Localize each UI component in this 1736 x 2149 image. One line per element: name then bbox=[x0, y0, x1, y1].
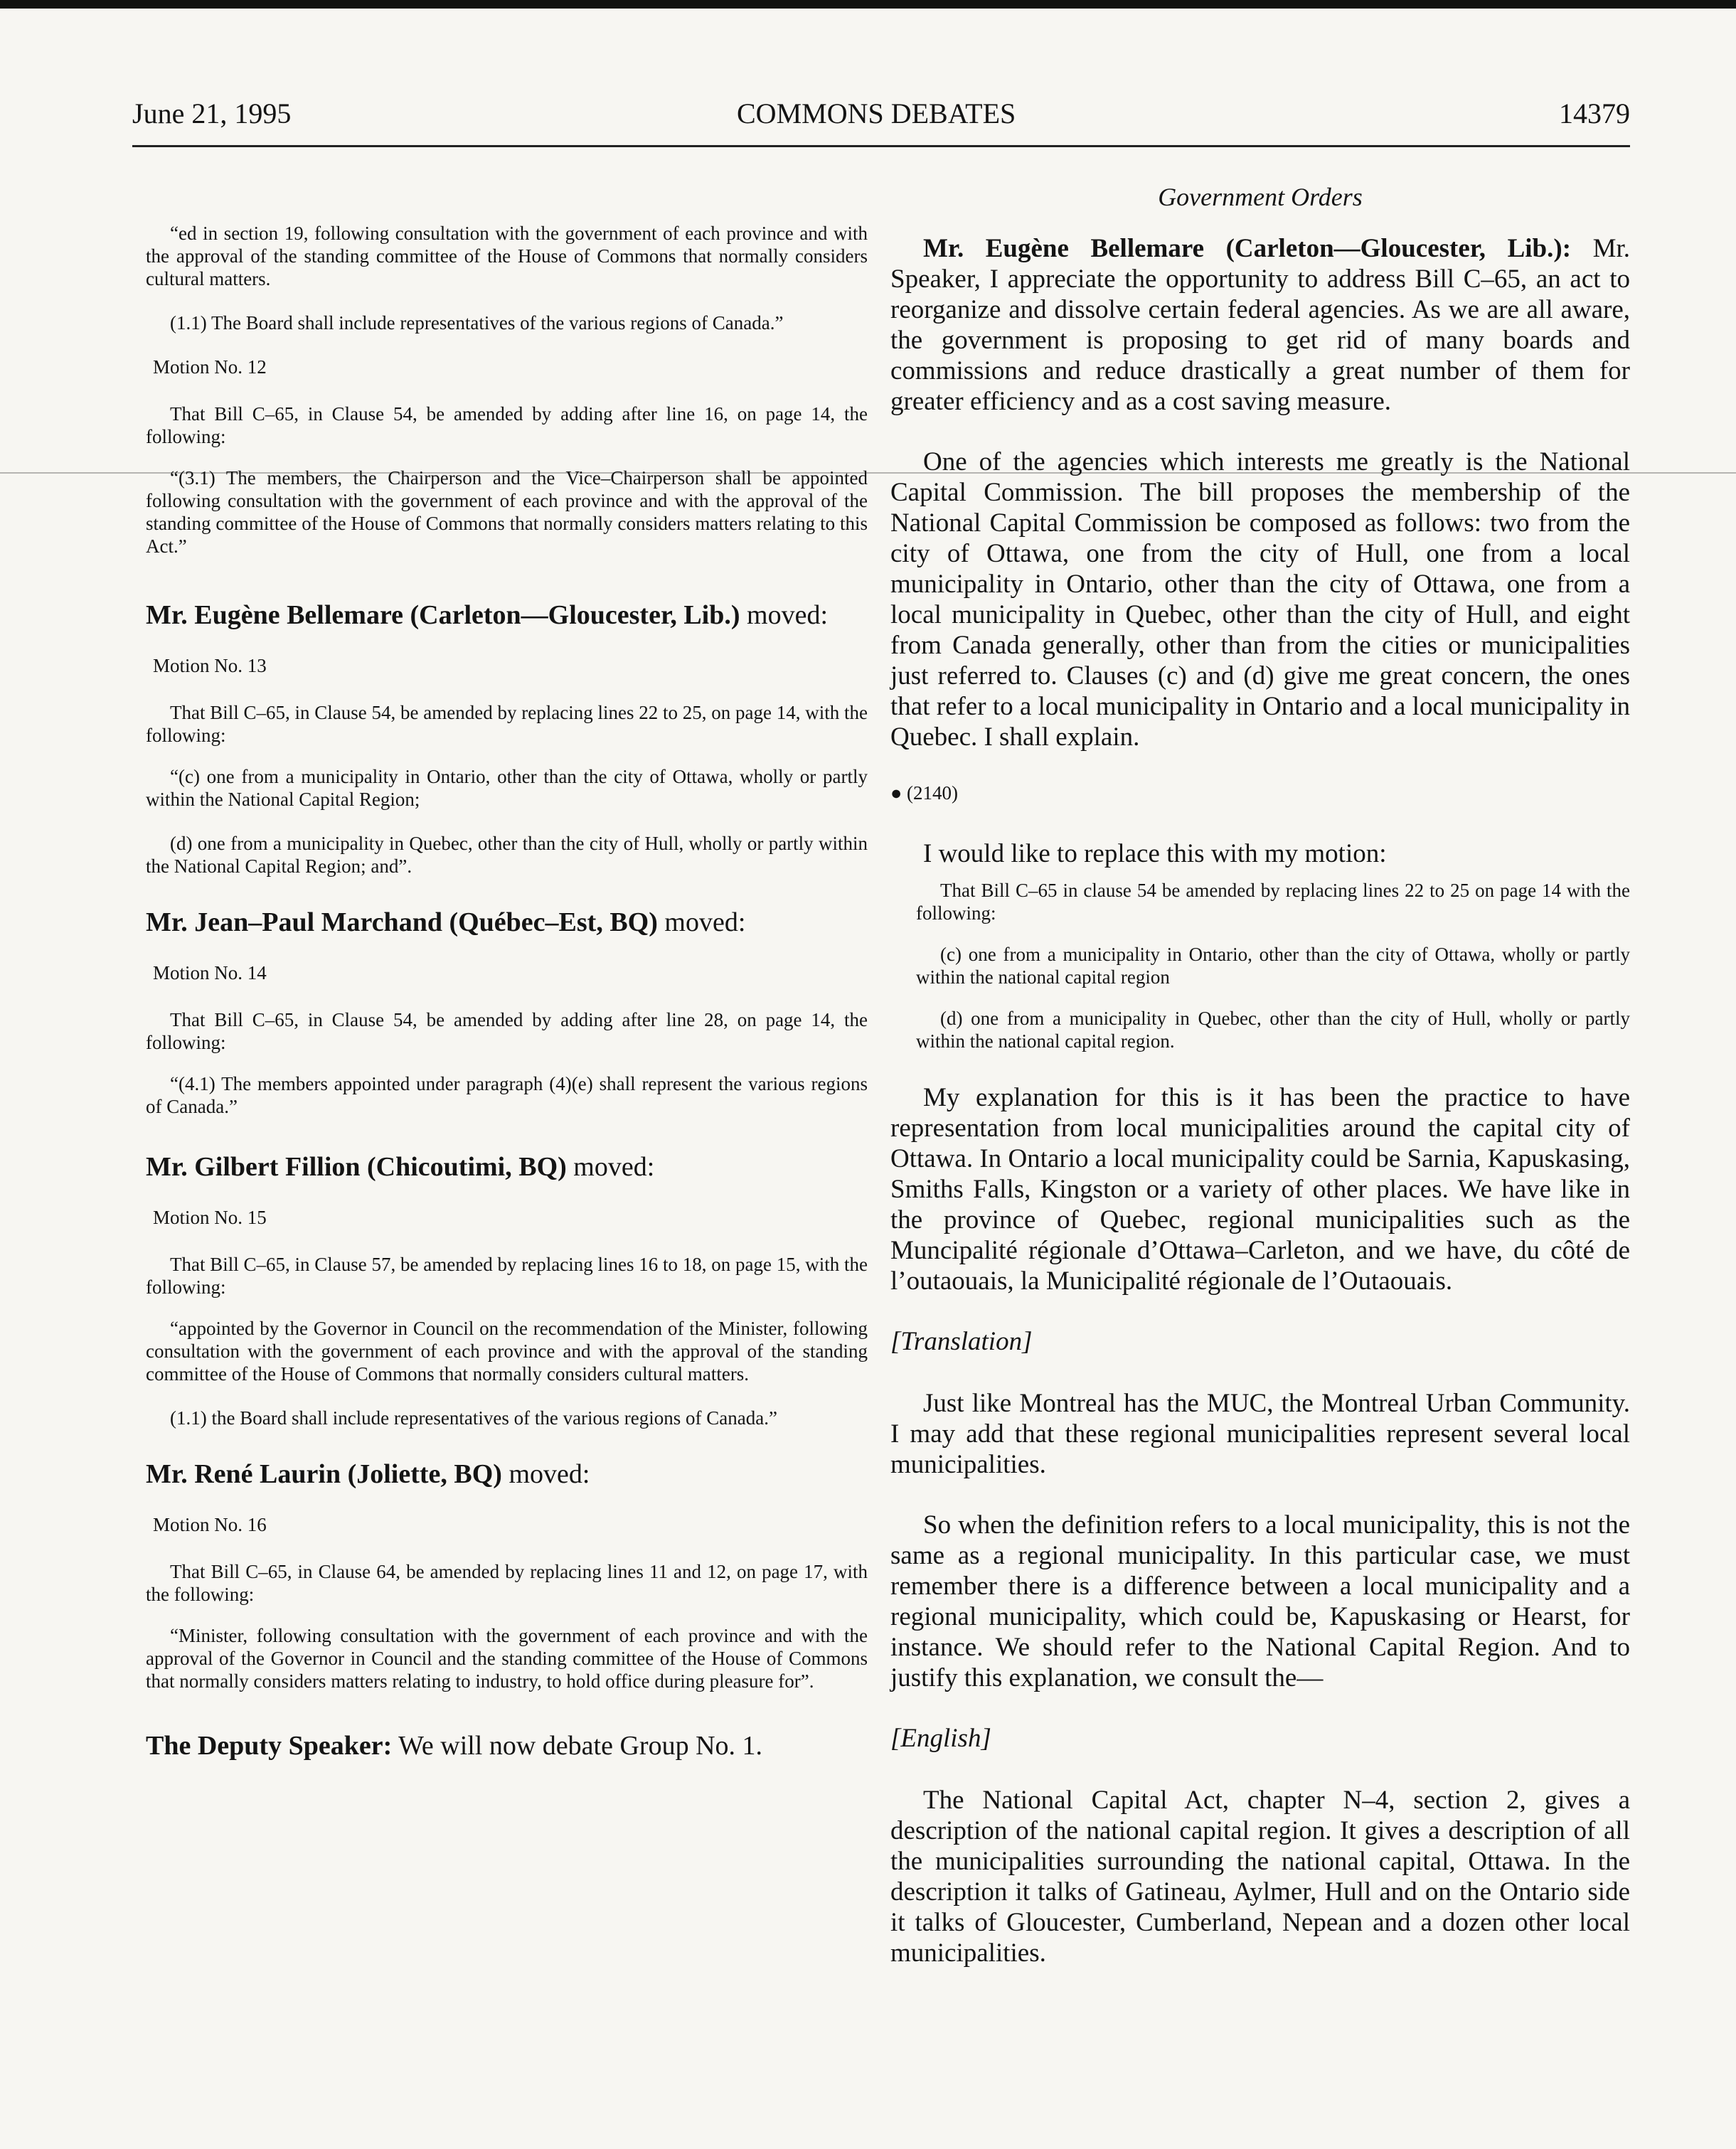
speech-paragraph: So when the definition refers to a local municipality, this is not the same as a regional municipality. In this particular case, we must remember there is a difference between a local municipality and a regional municipality, which could be, Kapuskasing or Hearst, for instance. We should refer to the National Capital Region. And to justify this explanation, we consult the— bbox=[890, 1510, 1630, 1692]
speech-paragraph: My explanation for this is it has been the practice to have representation from local municipalities around the capital city of Ottawa. In Ontario a local municipality could be Sarnia, Kapuskasing, Smiths Falls, Kingston or a variety of other places. We have like in the province of Quebec, regional municipalities such as the Muncipalité régionale d’Ottawa–Carleton, and we have, du côté de l’outaouais, la Municipalité régionale de l’Outaouais. bbox=[890, 1083, 1630, 1296]
mover-heading bbox=[146, 599, 868, 631]
mover-verb: moved: bbox=[747, 600, 829, 630]
mover-name: Mr. Eugène Bellemare (Carleton—Gloucester, Lib.) bbox=[146, 600, 740, 630]
speech-paragraph: One of the agencies which interests me greatly is the National Capital Commission. The bill proposes the membership of the National Capital Commission be composed as follows: two from the city of Ottawa, one from the city of Hull, one from a local municipality in Ontario, other than the city of Ottawa, one from a local municipality in Quebec, other than the city of Hull, and eight from Canada generally, other than from the cities or municipalities just referred to. Clauses (c) and (d) give me great concern, the ones that refer to a local municipality in Ontario and a local municipality in Quebec. I shall explain. bbox=[890, 447, 1630, 752]
right-column bbox=[890, 178, 1630, 1998]
header-rule bbox=[132, 145, 1630, 147]
speaker-name: Mr. Eugène Bellemare (Carleton—Gloucester, Lib.): bbox=[923, 234, 1572, 263]
speaker-line bbox=[146, 1729, 868, 1762]
left-column bbox=[146, 222, 868, 1762]
speaker-text: Mr. Speaker, I appreciate the opportunity to address Bill C–65, an act to reorganize and dissolve certain federal agencies. As we are all aware, the government is proposing to get rid of many boards and commissions and reduce drastically a great number of them for greater efficiency and as a cost saving measure. bbox=[890, 234, 1630, 416]
mover-verb: moved: bbox=[508, 1459, 590, 1489]
speech-paragraph bbox=[890, 233, 1630, 417]
amendment-text: (c) one from a municipality in Ontario, other than the city of Ottawa, wholly or partly within the national capital region bbox=[916, 944, 1630, 988]
speech-paragraph: The National Capital Act, chapter N–4, section 2, gives a description of the national capital region. It gives a description of all the municipalities surrounding the national capital, Ottawa. In the description it talks of Gatineau, Aylmer, Hull and on the Ontario side it talks of Gloucester, Cumberland, Nepean and a dozen other local municipalities. bbox=[890, 1786, 1630, 1968]
motion-text: That Bill C–65, in Clause 64, be amended by replacing lines 11 and 12, on page 17, with the following: bbox=[146, 1561, 868, 1605]
mover-verb: moved: bbox=[664, 907, 746, 937]
speech-paragraph: I would like to replace this with my motion: bbox=[923, 839, 1387, 868]
speaker-name: The Deputy Speaker: bbox=[146, 1731, 393, 1761]
amendment-text: “Minister, following consultation with the government of each province and with the approval of the Governor in Council and the standing committee of the House of Commons that normally considers matters relating to industry, to hold office during pleasure for”. bbox=[146, 1625, 868, 1692]
amendment-text: “(c) one from a municipality in Ontario, other than the city of Ottawa, wholly or partly within the National Capital Region; bbox=[146, 766, 868, 810]
amendment-text: “ed in section 19, following consultation with the government of each province and with the approval of the standing committee of the House of Commons that normally considers cultural matters. bbox=[146, 223, 868, 289]
mover-name: Mr. René Laurin (Joliette, BQ) bbox=[146, 1459, 502, 1489]
motion-text: That Bill C–65, in Clause 54, be amended by adding after line 16, on page 14, the following: bbox=[146, 403, 868, 447]
motion-number: Motion No. 13 bbox=[153, 655, 267, 676]
time-marker: ● (2140) bbox=[890, 782, 959, 804]
mover-heading bbox=[146, 1151, 868, 1183]
amendment-text: “(4.1) The members appointed under paragraph (4)(e) shall represent the various regions of Canada.” bbox=[146, 1073, 868, 1117]
amendment-text: (1.1) the Board shall include representatives of the various regions of Canada.” bbox=[170, 1407, 777, 1429]
page-title: COMMONS DEBATES bbox=[737, 97, 1016, 129]
speaker-text: We will now debate Group No. 1. bbox=[398, 1731, 763, 1761]
scan-top-border bbox=[0, 0, 1736, 9]
section-title: Government Orders bbox=[1158, 183, 1363, 211]
page-number: 14379 bbox=[1559, 97, 1630, 129]
motion-text: That Bill C–65, in Clause 54, be amended by adding after line 28, on page 14, the following: bbox=[146, 1009, 868, 1053]
motion-text: That Bill C–65, in Clause 57, be amended by replacing lines 16 to 18, on page 15, with the following: bbox=[146, 1254, 868, 1298]
translation-marker: [Translation] bbox=[890, 1327, 1033, 1356]
amendment-text: “(3.1) The members, the Chairperson and the Vice–Chairperson shall be appointed following consultation with the government of each province and with the approval of the standing committee of the House of Commons that normally considers matters relating to this Act.” bbox=[146, 467, 868, 557]
motion-number: Motion No. 12 bbox=[153, 356, 267, 378]
motion-text: That Bill C–65 in clause 54 be amended by replacing lines 22 to 25 on page 14 with the following: bbox=[916, 880, 1630, 924]
amendment-text: (d) one from a municipality in Quebec, other than the city of Hull, wholly or partly within the national capital region. bbox=[916, 1008, 1630, 1052]
amendment-text: (d) one from a municipality in Quebec, other than the city of Hull, wholly or partly within the National Capital Region; and”. bbox=[146, 833, 868, 877]
mover-heading bbox=[146, 1458, 868, 1491]
mover-verb: moved: bbox=[573, 1152, 655, 1182]
motion-number: Motion No. 15 bbox=[153, 1207, 267, 1228]
amendment-text: (1.1) The Board shall include representatives of the various regions of Canada.” bbox=[170, 312, 784, 334]
language-marker: [English] bbox=[890, 1724, 991, 1753]
motion-number: Motion No. 14 bbox=[153, 962, 267, 983]
mover-heading bbox=[146, 906, 868, 939]
mover-name: Mr. Gilbert Fillion (Chicoutimi, BQ) bbox=[146, 1152, 567, 1182]
amendment-text: “appointed by the Governor in Council on the recommendation of the Minister, following consultation with the government of each province and with the approval of the standing committee of the House of Commons that normally considers cultural matters. bbox=[146, 1318, 868, 1385]
mover-name: Mr. Jean–Paul Marchand (Québec–Est, BQ) bbox=[146, 907, 658, 937]
motion-number: Motion No. 16 bbox=[153, 1514, 267, 1535]
speech-paragraph: Just like Montreal has the MUC, the Montreal Urban Community. I may add that these regional municipalities represent several local municipalities. bbox=[890, 1389, 1630, 1479]
motion-text: That Bill C–65, in Clause 54, be amended by replacing lines 22 to 25, on page 14, with the following: bbox=[146, 702, 868, 746]
page-date: June 21, 1995 bbox=[132, 97, 292, 129]
